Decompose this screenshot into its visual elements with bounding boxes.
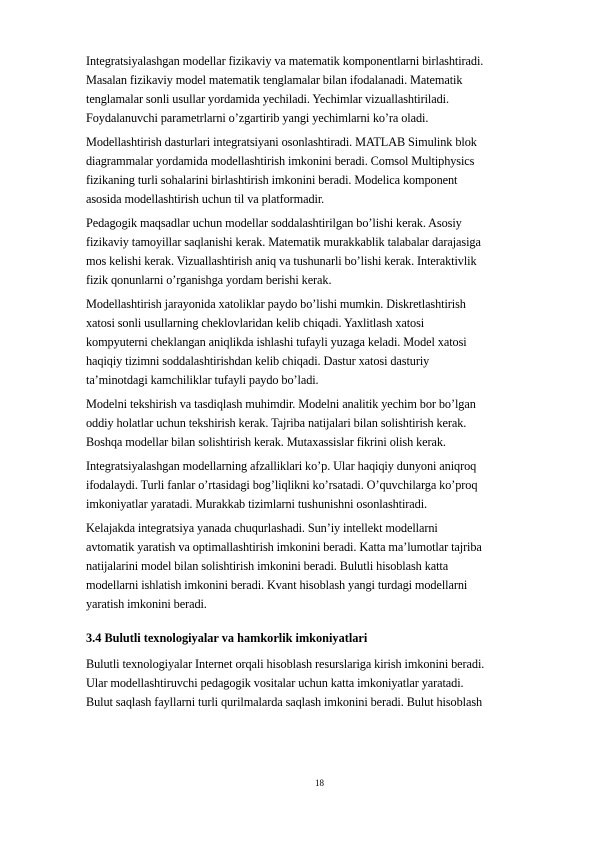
text-line: Boshqa modellar bilan solishtirish kerak. Mutaxassislar fikrini olish kerak. <box>86 435 446 449</box>
text-line: Foydalanuvchi parametrlarni o’zgartirib yangi yechimlarni ko’ra oladi. <box>86 111 429 125</box>
body-paragraphs <box>86 52 548 614</box>
text-line: asosida modellashtirish uchun til va platformadir. <box>86 192 325 206</box>
page-number-text: 18 <box>315 778 324 788</box>
text-line: Masalan fizikaviy model matematik tenglamalar bilan ifodalanadi. Matematik <box>86 73 463 87</box>
text-line: avtomatik yaratish va optimallashtirish imkonini beradi. Katta ma’lumotlar tajriba <box>86 540 482 554</box>
paragraph <box>86 214 548 290</box>
text-line: Integratsiyalashgan modellar fizikaviy va matematik komponentlarni birlashtiradi. <box>86 54 484 68</box>
text-line: diagrammalar yordamida modellashtirish imkonini beradi. Comsol Multiphysics <box>86 154 475 168</box>
section-heading: 3.4 Bulutli texnologiyalar va hamkorlik imkoniyatlari <box>86 631 368 645</box>
text-line: natijalarini model bilan solishtirish imkonini beradi. Bulutli hisoblash katta <box>86 559 449 573</box>
text-line: fizikaviy tamoyillar saqlanishi kerak. Matematik murakkablik talabalar darajasiga <box>86 235 481 249</box>
paragraph <box>86 295 548 390</box>
text-line: Pedagogik maqsadlar uchun modellar soddalashtirilgan bo’lishi kerak. Asosiy <box>86 216 462 230</box>
paragraph <box>86 457 548 514</box>
text-line: oddiy holatlar uchun tekshirish kerak. Tajriba natijalari bilan solishtirish kerak. <box>86 416 467 430</box>
text-line: fizik qonunlarni o’rganishga yordam berishi kerak. <box>86 273 332 287</box>
text-line: yaratish imkonini beradi. <box>86 597 207 611</box>
text-line: xatosi sonli usullarning cheklovlaridan kelib chiqadi. Yaxlitlash xatosi <box>86 316 425 330</box>
text-line: haqiqiy tizimni soddalashtirishdan kelib chiqadi. Dastur xatosi dasturiy <box>86 354 430 368</box>
paragraph <box>86 133 548 209</box>
text-line: Modellashtirish jarayonida xatoliklar paydo bo’lishi mumkin. Diskretlashtirish <box>86 297 466 311</box>
text-line: ifodalaydi. Turli fanlar o’rtasidagi bog’liqlikni ko’rsatadi. O’quvchilarga ko’proq <box>86 478 478 492</box>
text-line: mos kelishi kerak. Vizuallashtirish aniq va tushunarli bo’lishi kerak. Interaktivlik <box>86 254 477 268</box>
text-line: Ular modellashtiruvchi pedagogik vositalar uchun katta imkoniyatlar yaratadi. <box>86 676 464 690</box>
text-line: tenglamalar sonli usullar yordamida yechiladi. Yechimlar vizuallashtiriladi. <box>86 92 449 106</box>
text-line: Integratsiyalashgan modellarning afzalliklari ko’p. Ular haqiqiy dunyoni aniqroq <box>86 459 477 473</box>
paragraph <box>86 519 548 614</box>
page-number <box>0 778 595 788</box>
text-line: Bulutli texnologiyalar Internet orqali hisoblash resurslariga kirish imkonini beradi. <box>86 657 485 671</box>
paragraph <box>86 395 548 452</box>
paragraph-after-heading <box>86 655 548 712</box>
text-line: Modellashtirish dasturlari integratsiyani osonlashtiradi. MATLAB Simulink blok <box>86 135 477 149</box>
document-page <box>86 52 548 717</box>
text-line: Kelajakda integratsiya yanada chuqurlashadi. Sun’iy intellekt modellarni <box>86 521 438 535</box>
text-line: modellarni ishlatish imkonini beradi. Kvant hisoblash yangi turdagi modellarni <box>86 578 468 592</box>
text-line: Modelni tekshirish va tasdiqlash muhimdir. Modelni analitik yechim bor bo’lgan <box>86 397 476 411</box>
text-line: kompyuterni cheklangan aniqlikda ishlashi tufayli yuzaga keladi. Model xatosi <box>86 335 467 349</box>
paragraph <box>86 52 548 128</box>
text-line: ta’minotdagi kamchiliklar tufayli paydo bo’ladi. <box>86 373 319 387</box>
text-line: Bulut saqlash fayllarni turli qurilmalarda saqlash imkonini beradi. Bulut hisoblash <box>86 695 483 709</box>
text-line: imkoniyatlar yaratadi. Murakkab tizimlarni tushunishni osonlashtiradi. <box>86 497 428 511</box>
text-line: fizikaning turli sohalarini birlashtirish imkonini beradi. Modelica komponent <box>86 173 458 187</box>
